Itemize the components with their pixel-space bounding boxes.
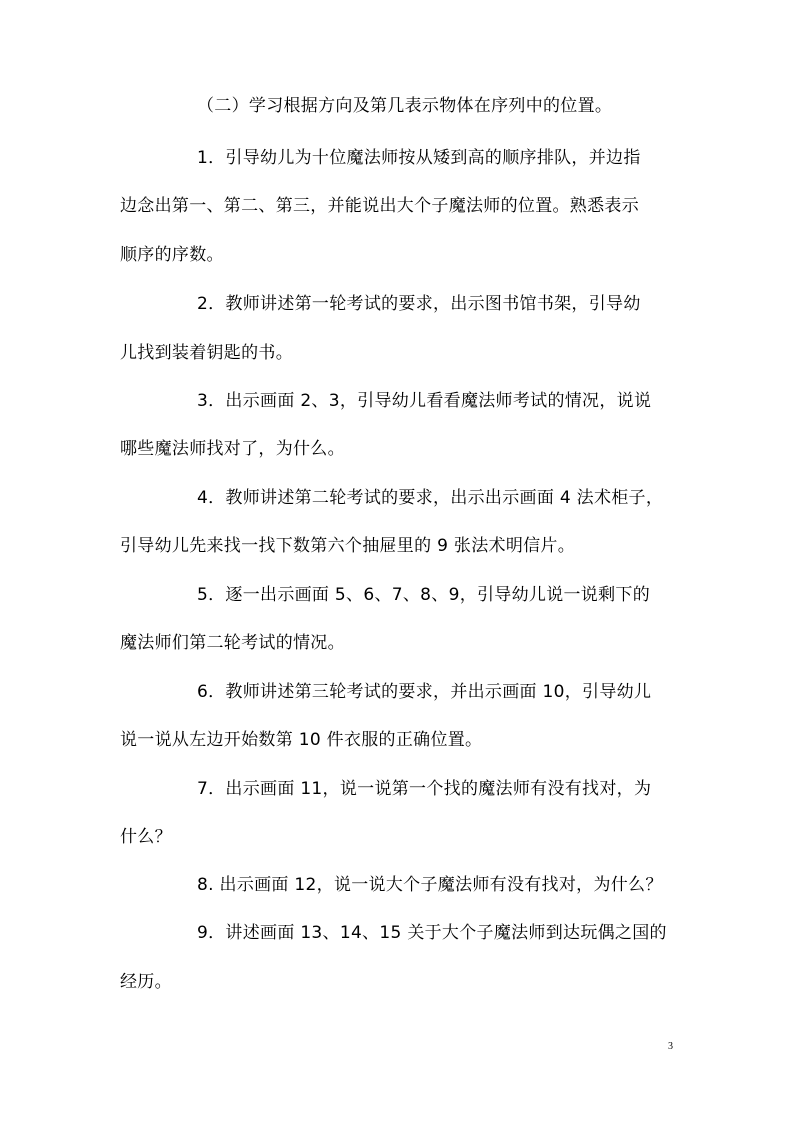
paragraph-1-line-2: 边念出第一、第二、第三，并能说出大个子魔法师的位置。熟悉表示	[120, 196, 639, 216]
paragraph-7-line-2: 什么？	[120, 827, 172, 847]
page-number: 3	[668, 1041, 673, 1052]
paragraph-4-line-1: 4．教师讲述第二轮考试的要求，出示出示画面 4 法术柜子，	[197, 488, 664, 508]
paragraph-7-line-1: 7．出示画面 11，说一说第一个找的魔法师有没有找对，为	[197, 779, 652, 799]
paragraph-1-line-1: 1．引导幼儿为十位魔法师按从矮到高的顺序排队，并边指	[197, 148, 641, 168]
paragraph-9-line-1: 9．讲述画面 13、14、15 关于大个子魔法师到达玩偶之国的	[197, 923, 667, 943]
paragraph-5-line-1: 5．逐一出示画面 5、6、7、8、9，引导幼儿说一说剩下的	[197, 585, 650, 605]
paragraph-3-line-2: 哪些魔法师找对了，为什么。	[120, 439, 345, 459]
paragraph-1-line-3: 顺序的序数。	[120, 245, 224, 265]
paragraph-2-line-2: 儿找到装着钥匙的书。	[120, 343, 293, 363]
paragraph-3-line-1: 3．出示画面 2、3，引导幼儿看看魔法师考试的情况，说说	[197, 391, 652, 411]
paragraph-4-line-2: 引导幼儿先来找一找下数第六个抽屉里的 9 张法术明信片。	[120, 536, 576, 556]
paragraph-8-line-1: 8. 出示画面 12，说一说大个子魔法师有没有找对，为什么？	[197, 875, 663, 895]
paragraph-9-line-2: 经历。	[120, 972, 172, 992]
paragraph-5-line-2: 魔法师们第二轮考试的情况。	[120, 633, 345, 653]
paragraph-6-line-2: 说一说从左边开始数第 10 件衣服的正确位置。	[120, 730, 483, 750]
paragraph-6-line-1: 6．教师讲述第三轮考试的要求，并出示画面 10，引导幼儿	[197, 682, 652, 702]
section-heading: （二）学习根据方向及第几表示物体在序列中的位置。	[197, 96, 613, 116]
paragraph-2-line-1: 2．教师讲述第一轮考试的要求，出示图书馆书架，引导幼	[197, 294, 641, 314]
